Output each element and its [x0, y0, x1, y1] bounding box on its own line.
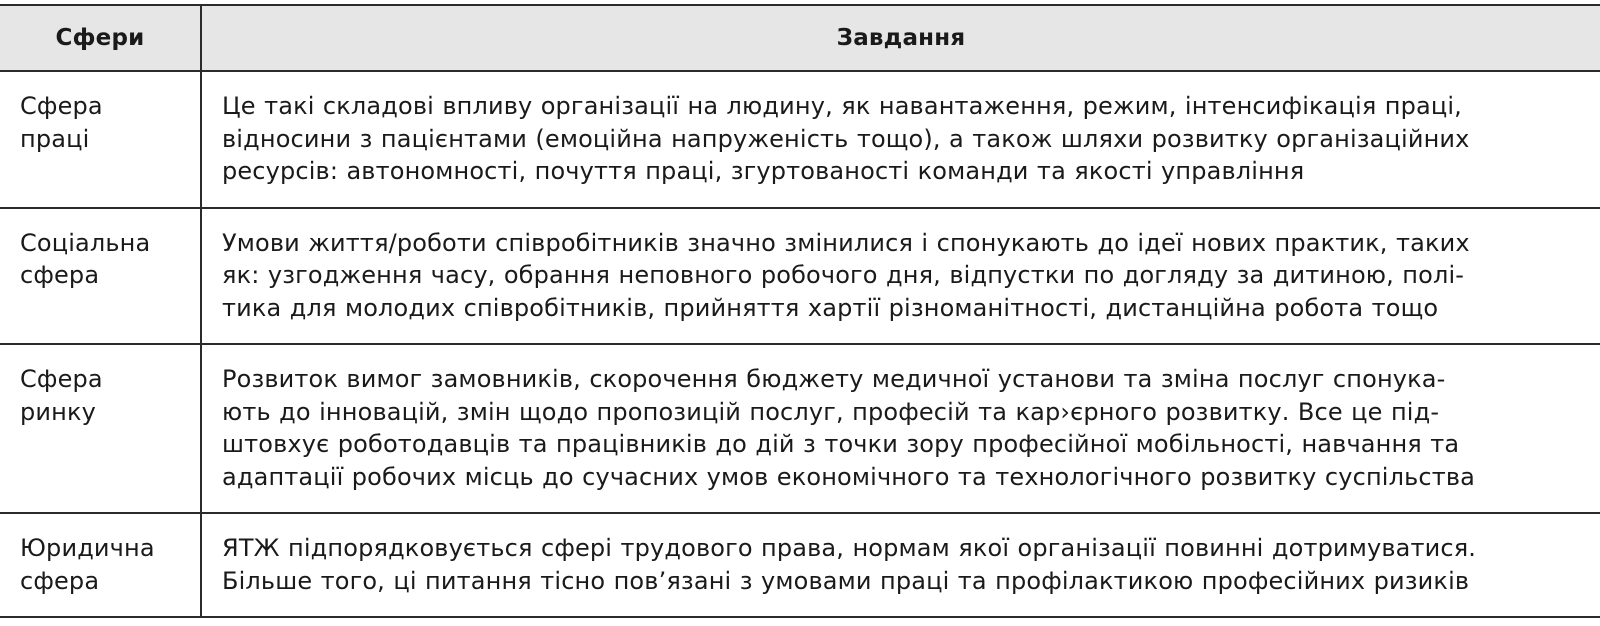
task-line: Більше того, ці питання тісно пов’язані з умовами праці та профілактикою професійних ризиків	[222, 566, 1470, 595]
task-cell	[201, 344, 1600, 513]
task-line: штовхує роботодавців та працівників до дій з точки зору професійної мобільності, навчання та	[222, 430, 1460, 458]
task-line: як: узгодження часу, обрання неповного робочого дня, відпустки по догляду за дитиною, полі-	[222, 261, 1465, 289]
task-cell	[201, 71, 1600, 208]
task-line: Це такі складові впливу організації на людину, як навантаження, режим, інтенсифікація праці,	[222, 92, 1462, 120]
table-row	[0, 344, 1600, 513]
sphere-line: праці	[20, 124, 90, 153]
task-line: ЯТЖ підпорядковується сфері трудового права, нормам якої організації повинні дотримуватися.	[222, 534, 1477, 562]
table-row	[0, 208, 1600, 345]
sphere-line: Сфера	[20, 92, 103, 120]
task-line: Розвиток вимог замовників, скорочення бюджету медичної установи та зміна послуг спонука-	[222, 365, 1446, 393]
task-line: адаптації робочих місць до сучасних умов економічного та технологічного розвитку суспільства	[222, 462, 1476, 491]
sphere-line: сфера	[20, 261, 100, 289]
header-spheres: Сфери	[0, 5, 201, 71]
header-row	[0, 5, 1600, 71]
task-line: Умови життя/роботи співробітників значно змінилися і спонукають до ідеї нових практик, таких	[222, 228, 1470, 257]
sphere-line: сфера	[20, 566, 100, 595]
task-cell	[201, 208, 1600, 345]
sphere-line: Юридична	[20, 534, 155, 562]
sphere-line: ринку	[20, 397, 96, 426]
sphere-cell	[0, 513, 201, 617]
task-line: відносини з пацієнтами (емоційна напруженість тощо), а також шляхи розвитку організаційних	[222, 124, 1470, 153]
task-line: ють до інновацій, змін щодо пропозицій послуг, професій та кар›єрного розвитку. Все це під-	[222, 397, 1440, 426]
task-line: тика для молодих співробітників, прийняття хартії різноманітності, дистанційна робота тощо	[222, 293, 1439, 322]
header-tasks: Завдання	[201, 5, 1600, 71]
spheres-table	[0, 4, 1600, 618]
task-cell	[201, 513, 1600, 617]
sphere-cell	[0, 208, 201, 345]
sphere-line: Сфера	[20, 365, 103, 393]
sphere-line: Соціальна	[20, 228, 151, 257]
table-row	[0, 513, 1600, 617]
sphere-cell	[0, 71, 201, 208]
sphere-cell	[0, 344, 201, 513]
table-row	[0, 71, 1600, 208]
table-header	[0, 5, 1600, 71]
task-line: ресурсів: автономності, почуття праці, згуртованості команди та якості управління	[222, 157, 1305, 185]
